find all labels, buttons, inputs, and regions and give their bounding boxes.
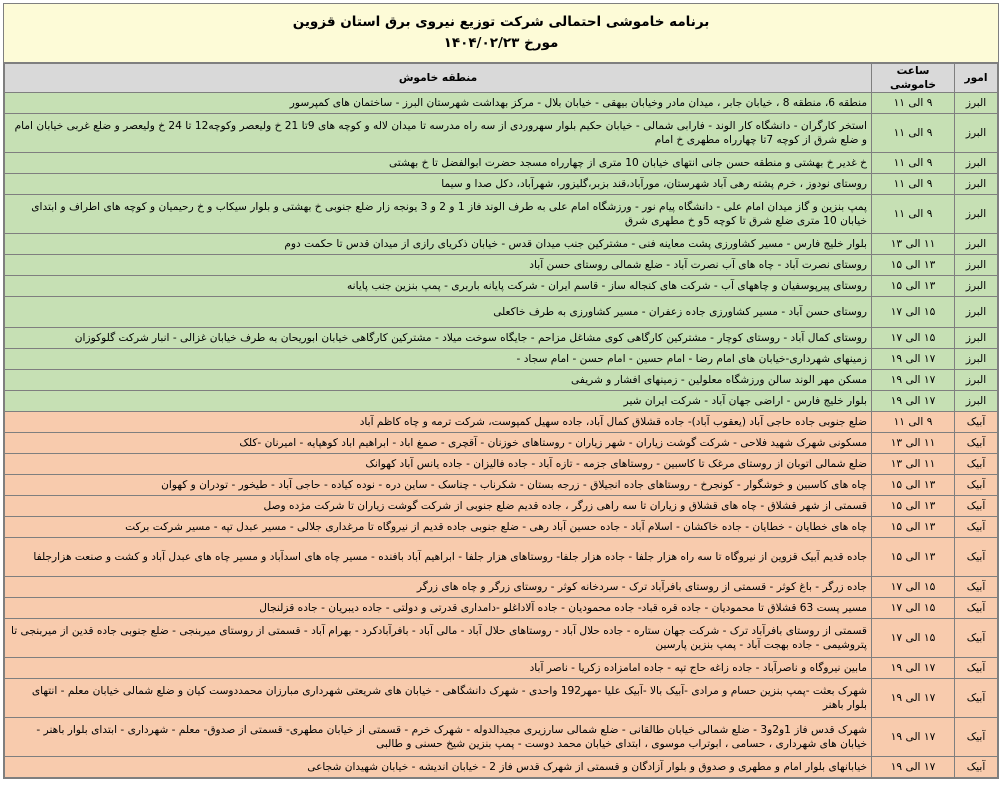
area-cell: پمپ بنزین و گاز میدان امام علی - دانشگاه پیام نور - ورزشگاه امام علی به طرف الوند فاز 1 و 2 و 3 یونجه زار ضلع جنوبی خ بهشتی و بلوار سیکاب و خ رحیمیان و کوچه های اطراف و ابتدای خیابان 10 متری ضلع شرق تا کوچه 5و خ مطهری شرق bbox=[5, 195, 872, 234]
table-row bbox=[5, 658, 998, 679]
unit-cell: آبیک bbox=[955, 475, 998, 496]
area-cell: ضلع جنوبی جاده حاجی آباد (یعقوب آباد)- جاده قشلاق کمال آباد، جاده سهیل کمپوست، شرکت ترمه و چاه کاظم آباد bbox=[5, 412, 872, 433]
table-row bbox=[5, 114, 998, 153]
table-row bbox=[5, 297, 998, 328]
area-cell: قسمتی از روستای بافرآباد ترک - شرکت جهان ستاره - جاده حلال آباد - روستاهای حلال آباد - مالی آباد - بافرآبادکرد - بهرام آباد - قسمتی از روستای میربنجی - ضلع جنوبی جاده قدین از میربنجی تا پتروشیمی - جاده بهجت آباد - پمپ بنزین پارسین bbox=[5, 619, 872, 658]
table-row bbox=[5, 538, 998, 577]
time-cell: ۱۷ الی ۱۹ bbox=[872, 718, 955, 757]
column-header-area: منطقه خاموش bbox=[5, 64, 872, 93]
table-row bbox=[5, 496, 998, 517]
area-cell: منطقه 6، منطقه 8 ، خیابان جابر ، میدان مادر وخیابان بیهقی - خیابان بلال - مرکز بهداشت شهرستان البرز - ساختمان های کمپرسور bbox=[5, 93, 872, 114]
unit-cell: آبیک bbox=[955, 412, 998, 433]
area-cell: مسیر پست 63 قشلاق تا محمودیان - جاده قره قباد- جاده محمودیان - جاده آلاداغلو -دامداری قدرتی و دولتی - جاده دیبریان - جاده قزلنجال bbox=[5, 598, 872, 619]
table-row bbox=[5, 454, 998, 475]
table-row bbox=[5, 598, 998, 619]
time-cell: ۱۵ الی ۱۷ bbox=[872, 598, 955, 619]
unit-cell: البرز bbox=[955, 391, 998, 412]
area-cell: شهرک قدس فاز 1و2و3 - ضلع شمالی خیابان طالقانی - ضلع شمالی سارزیری مجیدالدوله - شهرک خرم - قسمتی از خیابان مطهری- قسمتی از صدوق- معلم - شهرداری - ابتدای بلوار باهنر - خیابان های شهرداری ، حسامی ، ابوتراب موسوی ، ابتدای خیابان محمد دوست - پمپ بنزین شیخ حسنی و طالبی bbox=[5, 718, 872, 757]
table-row bbox=[5, 679, 998, 718]
time-cell: ۱۳ الی ۱۵ bbox=[872, 475, 955, 496]
unit-cell: البرز bbox=[955, 328, 998, 349]
time-cell: ۱۷ الی ۱۹ bbox=[872, 391, 955, 412]
time-cell: ۱۳ الی ۱۵ bbox=[872, 517, 955, 538]
time-cell: ۱۳ الی ۱۵ bbox=[872, 538, 955, 577]
area-cell: زمینهای شهرداری-خیابان های امام رضا - امام حسین - امام حسن - امام سجاد - bbox=[5, 349, 872, 370]
time-cell: ۱۳ الی ۱۵ bbox=[872, 276, 955, 297]
table-row bbox=[5, 276, 998, 297]
unit-cell: البرز bbox=[955, 114, 998, 153]
unit-cell: البرز bbox=[955, 153, 998, 174]
time-cell: ۱۷ الی ۱۹ bbox=[872, 679, 955, 718]
unit-cell: آبیک bbox=[955, 454, 998, 475]
table-row bbox=[5, 412, 998, 433]
unit-cell: آبیک bbox=[955, 577, 998, 598]
table-row bbox=[5, 517, 998, 538]
table-body bbox=[5, 93, 998, 778]
table-row bbox=[5, 391, 998, 412]
time-cell: ۱۳ الی ۱۵ bbox=[872, 496, 955, 517]
time-cell: ۹ الی ۱۱ bbox=[872, 114, 955, 153]
table-row bbox=[5, 349, 998, 370]
area-cell: خ غدیر خ بهشتی و منطقه حسن جانی انتهای خیابان 10 متری از چهارراه مسجد حضرت ابوالفضل تا خ بهشتی bbox=[5, 153, 872, 174]
unit-cell: البرز bbox=[955, 174, 998, 195]
title-banner bbox=[4, 4, 998, 63]
area-cell: ضلع شمالی اتوبان از روستای مرغک تا کاسبین - روستاهای جزمه - تازه آباد - جاده فالیزان - جاده یانس آباد کهوانک bbox=[5, 454, 872, 475]
time-cell: ۹ الی ۱۱ bbox=[872, 195, 955, 234]
area-cell: روستای حسن آباد - مسیر کشاورزی جاده زعفران - مسیر کشاورزی به طرف خاکعلی bbox=[5, 297, 872, 328]
time-cell: ۱۷ الی ۱۹ bbox=[872, 349, 955, 370]
date-label: مورخ bbox=[524, 35, 559, 51]
table-row bbox=[5, 93, 998, 114]
area-cell: چاه های خطایان - خطایان - جاده خاکشان - اسلام آباد - جاده حسین آباد رهی - ضلع جنوبی جاده قدیم از نیروگاه تا مرغداری جلالی - مسیر عبدل تپه - مسیر شرکت برکت bbox=[5, 517, 872, 538]
unit-cell: آبیک bbox=[955, 679, 998, 718]
time-cell: ۹ الی ۱۱ bbox=[872, 412, 955, 433]
time-cell: ۱۷ الی ۱۹ bbox=[872, 757, 955, 778]
unit-cell: البرز bbox=[955, 255, 998, 276]
unit-cell: البرز bbox=[955, 276, 998, 297]
area-cell: چاه های کاسبین و خوشگوار - کونجرخ - روستاهای جاده انجیلاق - زرجه بستان - شکرناب - چناسک - ساین دره - نوده کیاده - حاجی آباد - طیخور - تودران و کهوان bbox=[5, 475, 872, 496]
outage-table bbox=[4, 63, 998, 778]
time-cell: ۱۵ الی ۱۷ bbox=[872, 577, 955, 598]
time-cell: ۹ الی ۱۱ bbox=[872, 174, 955, 195]
area-cell: خیابانهای بلوار امام و مطهری و صدوق و بلوار آزادگان و قسمتی از شهرک قدس فاز 2 - خیابان اندیشه - خیابان شهیدان شجاعی bbox=[5, 757, 872, 778]
unit-cell: آبیک bbox=[955, 517, 998, 538]
time-cell: ۱۵ الی ۱۷ bbox=[872, 328, 955, 349]
date-value: ۱۴۰۴/۰۲/۲۳ bbox=[443, 35, 520, 51]
area-cell: مسکن مهر الوند سالن ورزشگاه معلولین - زمینهای افشار و شریفی bbox=[5, 370, 872, 391]
time-cell: ۱۳ الی ۱۵ bbox=[872, 255, 955, 276]
table-row bbox=[5, 195, 998, 234]
area-cell: روستای پیرپوسفیان و چاههای آب - شرکت های کنجاله ساز - قاسم ایران - شرکت پایانه باربری - پمپ بنزین جنب پایانه bbox=[5, 276, 872, 297]
header-row bbox=[5, 64, 998, 93]
area-cell: روستای نصرت آباد - چاه های آب نصرت آباد - ضلع شمالی روستای حسن آباد bbox=[5, 255, 872, 276]
table-row bbox=[5, 255, 998, 276]
unit-cell: آبیک bbox=[955, 658, 998, 679]
time-cell: ۱۷ الی ۱۹ bbox=[872, 658, 955, 679]
document-title: برنامه خاموشی احتمالی شرکت توزیع نیروی برق استان قزوین bbox=[292, 14, 710, 30]
table-row bbox=[5, 153, 998, 174]
table-row bbox=[5, 370, 998, 391]
unit-cell: آبیک bbox=[955, 757, 998, 778]
unit-cell: البرز bbox=[955, 297, 998, 328]
table-row bbox=[5, 577, 998, 598]
time-cell: ۱۵ الی ۱۷ bbox=[872, 297, 955, 328]
unit-cell: آبیک bbox=[955, 433, 998, 454]
column-header-time: ساعت خاموشی bbox=[872, 64, 955, 93]
area-cell: جاده قدیم آبیک قزوین از نیروگاه تا سه راه هزار جلفا - جاده هزار جلفا- روستاهای هزار جلفا - ابراهیم آباد بافنده - مسیر چاه های اسدآباد و مسیر چاه های عبدل آباد و کشت و صنعت هزارجلفا bbox=[5, 538, 872, 577]
unit-cell: آبیک bbox=[955, 598, 998, 619]
area-cell: بلوار خلیج فارس - مسیر کشاورزی پشت معاینه فنی - مشترکین جنب میدان قدس - خیابان ذکریای رازی از میدان قدس تا حکمت دوم bbox=[5, 234, 872, 255]
time-cell: ۱۱ الی ۱۳ bbox=[872, 454, 955, 475]
unit-cell: آبیک bbox=[955, 619, 998, 658]
table-row bbox=[5, 619, 998, 658]
unit-cell: البرز bbox=[955, 195, 998, 234]
table-row bbox=[5, 475, 998, 496]
time-cell: ۱۵ الی ۱۷ bbox=[872, 619, 955, 658]
area-cell: بلوار خلیج فارس - اراضی جهان آباد - شرکت ایران شیر bbox=[5, 391, 872, 412]
table-row bbox=[5, 174, 998, 195]
area-cell: شهرک بعثت -پمپ بنزین حسام و مرادی -آبیک بالا -آبیک علیا -مهر192 واحدی - شهرک دانشگاهی - خیابان های شریعتی شهرداری مبارزان محمددوست کیان و ضلع شمالی خیابان معلم - انتهای بلوار باهنر bbox=[5, 679, 872, 718]
area-cell: استخر کارگران - دانشگاه کار الوند - فارابی شمالی - خیابان حکیم بلوار سهروردی از سه راه مدرسه تا میدان لاله و کوچه های 9تا 21 خ ولیعصر وکوچه12 تا 24 خ ولیعصر و ضلع غربی خیابان امام و ضلع شرق از کوچه 7تا چهارراه مطهری خ امام bbox=[5, 114, 872, 153]
area-cell: مابین نیروگاه و ناصرآباد - جاده زاغه حاج تپه - جاده امامزاده زکریا - ناصر آباد bbox=[5, 658, 872, 679]
schedule-sheet bbox=[3, 3, 999, 779]
area-cell: روستای نودوز ، خرم پشته رهی آباد شهرستان، مورآباد،قند بزبر،گلیزور، شهرآباد، دکل صدا و سیما bbox=[5, 174, 872, 195]
time-cell: ۱۷ الی ۱۹ bbox=[872, 370, 955, 391]
unit-cell: البرز bbox=[955, 234, 998, 255]
area-cell: روستای کمال آباد - روستای کوچار - مشترکین کارگاهی کوی مشاغل مزاحم - جایگاه سوخت میلاد - مشترکین کارگاهی خیابان ابوریحان به طرف خیابان غزالی - انبار شرکت گلوکوزان bbox=[5, 328, 872, 349]
unit-cell: آبیک bbox=[955, 496, 998, 517]
unit-cell: البرز bbox=[955, 349, 998, 370]
column-header-unit: امور bbox=[955, 64, 998, 93]
unit-cell: البرز bbox=[955, 370, 998, 391]
time-cell: ۹ الی ۱۱ bbox=[872, 93, 955, 114]
area-cell: مسکونی شهرک شهید فلاحی - شرکت گوشت زیاران - شهر زیاران - روستاهای خوزنان - آقچری - صمغ اباد - ابراهیم اباد کوهپایه - امیرنان -کلک bbox=[5, 433, 872, 454]
table-row bbox=[5, 757, 998, 778]
time-cell: ۹ الی ۱۱ bbox=[872, 153, 955, 174]
document-date bbox=[4, 32, 998, 54]
table-row bbox=[5, 328, 998, 349]
unit-cell: آبیک bbox=[955, 718, 998, 757]
time-cell: ۱۱ الی ۱۳ bbox=[872, 433, 955, 454]
area-cell: قسمتی از شهر قشلاق - چاه های قشلاق و زیاران تا سه راهی زرگر ، جاده قدیم ضلع جنوبی از شرکت گوشت زیاران تا شرکت مژده وصل bbox=[5, 496, 872, 517]
area-cell: جاده زرگر - باغ کوثر - قسمتی از روستای بافرآباد ترک - سردخانه کوثر - روستای زرگر و چاه های زرگر bbox=[5, 577, 872, 598]
time-cell: ۱۱ الی ۱۳ bbox=[872, 234, 955, 255]
table-row bbox=[5, 234, 998, 255]
unit-cell: آبیک bbox=[955, 538, 998, 577]
table-row bbox=[5, 718, 998, 757]
unit-cell: البرز bbox=[955, 93, 998, 114]
table-row bbox=[5, 433, 998, 454]
